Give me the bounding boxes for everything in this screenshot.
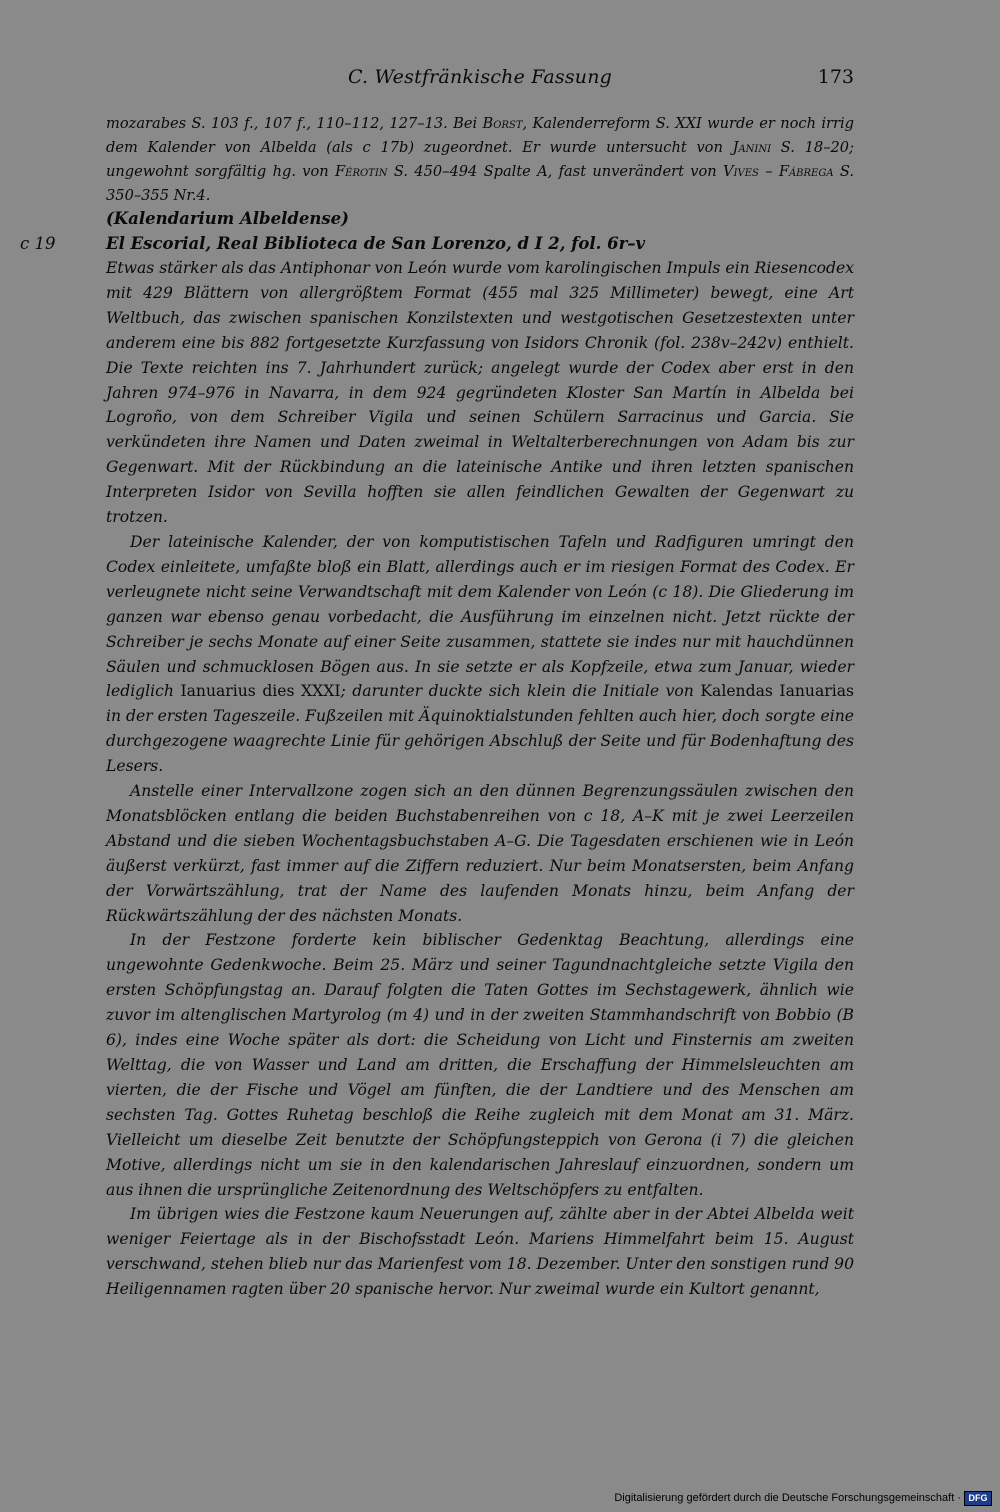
credit-text: Digitalisierung gefördert durch die Deutsche Forschungsgemeinschaft · [614, 1492, 961, 1504]
paragraph-part: in der ersten Tageszeile. Fußzeilen mit Äquinoktialstunden fehlten auch hier, doch sorgte eine durchgezogene waagrechte Linie für gehörigen Abschluß der Seite und für Bodenhaftung des Lesers. [106, 707, 854, 776]
page-number: 173 [817, 66, 854, 88]
footnote-text [106, 112, 854, 208]
author-name: Janini [732, 139, 772, 156]
body-paragraph [106, 530, 854, 779]
entry-siglum: c 19 [20, 234, 56, 253]
digitization-credit [614, 1490, 992, 1506]
running-head [106, 66, 854, 96]
author-name: Borst [482, 115, 523, 132]
body-paragraph: Etwas stärker als das Antiphonar von León wurde vom karolingischen Impuls ein Riesencodex mit 429 Blättern von allergrößtem Format (455 mal 325 Millimeter) bewegt, eine Art Weltbuch, das zwischen spanischen Konzilstexten und westgotischen Gesetzestexten unter anderem eine bis 882 fortgesetzte Kurzfassung von Isidors Chronik (fol. 238v–242v) enthielt. Die Texte reichten ins 7. Jahrhundert zurück; angelegt wurde der Codex aber erst in den Jahren 974–976 in Navarra, in dem 924 gegründeten Kloster San Martín in Albelda bei Logroño, von dem Schreiber Vigila und seinen Schülern Sarracinus und Garcia. Sie verkündeten ihre Namen und Daten zweimal in Weltalterberechnungen von Adam bis zur Gegenwart. Mit der Rückbindung an die lateinische Antike und ihren letzten spanischen Interpreten Isidor von Sevilla hofften sie allen feindlichen Gewalten der Gegenwart zu trotzen. [106, 259, 854, 527]
latin-quotation: Kalendas Ianuarias [700, 682, 854, 701]
author-name: Vives – Fábrega [723, 163, 834, 180]
footnote-part: mozarabes S. 103 f., 107 f., 110–112, 127–13. Bei [106, 115, 483, 132]
body-paragraph: Im übrigen wies die Festzone kaum Neuerungen auf, zählte aber in der Abtei Albelda weit weniger Feiertage als in der Bischofsstadt León. Mariens Himmelfahrt beim 15. August verschwand, stehen blieb nur das Marienfest vom 18. Dezember. Unter den sonstigen rund 90 Heiligennamen ragten über 20 spanische hervor. Nur zweimal wurde ein Kultort genannt, [106, 1205, 854, 1299]
manuscript-title: El Escorial, Real Biblioteca de San Lorenzo, d I 2, fol. 6r–v [106, 234, 646, 253]
body-paragraph: Anstelle einer Intervallzone zogen sich an den dünnen Begrenzungssäulen zwischen den Monatsblöcken entlang die beiden Buchstabenreihen von c 18, A–K mit je zwei Leerzeilen Abstand und die sieben Wochentagsbuchstaben A–G. Die Tagesdaten erschienen wie in León äußerst verkürzt, fast immer auf die Ziffern reduziert. Nur beim Monatsersten, beim Anfang der Vorwärtszählung, trat der Name des laufenden Monats hinzu, beim Anfang der Rückwärtszählung der des nächsten Monats. [106, 782, 854, 925]
catalog-entry [20, 206, 854, 1302]
footnote-part: S. 18–20; ungewohnt sorgfältig hg. von [106, 139, 854, 180]
dfg-logo[interactable]: DFG [964, 1491, 992, 1506]
footnote-part: , Kalenderreform S. XXI wurde er noch irrig dem Kalender von Albelda (als c 17b) zugeordnet. Er wurde untersucht von [106, 115, 854, 156]
footnote-part: S. 450–494 Spalte A, fast unverändert von [387, 163, 724, 180]
author-name: Férotin [335, 163, 388, 180]
running-title: C. Westfränkische Fassung [347, 66, 613, 88]
paragraph-part: Der lateinische Kalender, der von komputistischen Tafeln und Radfiguren umringt den Codex einleitete, umfaßte bloß ein Blatt, allerdings auch er im riesigen Format des Codex. Er verleugnete nicht seine Verwandtschaft mit dem Kalender von León (c 18). Die Gliederung im ganzen war ebenso genau vorbedacht, die Ausführung im einzelnen nicht. Jetzt rückte der Schreiber je sechs Monate auf einer Seite zusammen, stattete sie indes nur mit hauchdünnen Säulen und schmucklosen Bögen aus. In sie setzte er als Kopfzeile, etwa zum Januar, wieder lediglich [106, 532, 854, 701]
kalendar-title: (Kalendarium Albeldense) [106, 209, 349, 228]
paragraph-part: ; darunter duckte sich klein die Initiale von [340, 682, 701, 701]
body-paragraph: In der Festzone forderte kein biblischer Gedenktag Beachtung, allerdings eine ungewohnte Gedenkwoche. Beim 25. März und seiner Tagundnachtgleiche setzte Vigila den ersten Schöpfungstag an. Darauf folgten die Taten Gottes im Sechstagewerk, ähnlich wie zuvor im altenglischen Martyrolog (m 4) und in der zweiten Stammhandschrift von Bobbio (B 6), indes eine Woche später als dort: die Scheidung von Licht und Finsternis am zweiten Welttag, die von Wasser und Land am dritten, die Erschaffung der Himmelsleuchten am vierten, die der Fische und Vögel am fünften, die der Landtiere und des Menschen am sechsten Tag. Gottes Ruhetag beschloß die Reihe zugleich mit dem Monat am 31. März. Vielleicht um dieselbe Zeit benutzte der Schöpfungsteppich von Gerona (i 7) die gleichen Motive, allerdings nicht um sie in den kalendarischen Jahreslauf einzuordnen, sondern um aus ihnen die ursprüngliche Zeitenordnung des Weltschöpfers zu entfalten. [106, 931, 854, 1199]
footnote-part: S. 350–355 Nr.4. [106, 163, 854, 204]
latin-quotation: Ianuarius dies XXXI [180, 682, 341, 701]
